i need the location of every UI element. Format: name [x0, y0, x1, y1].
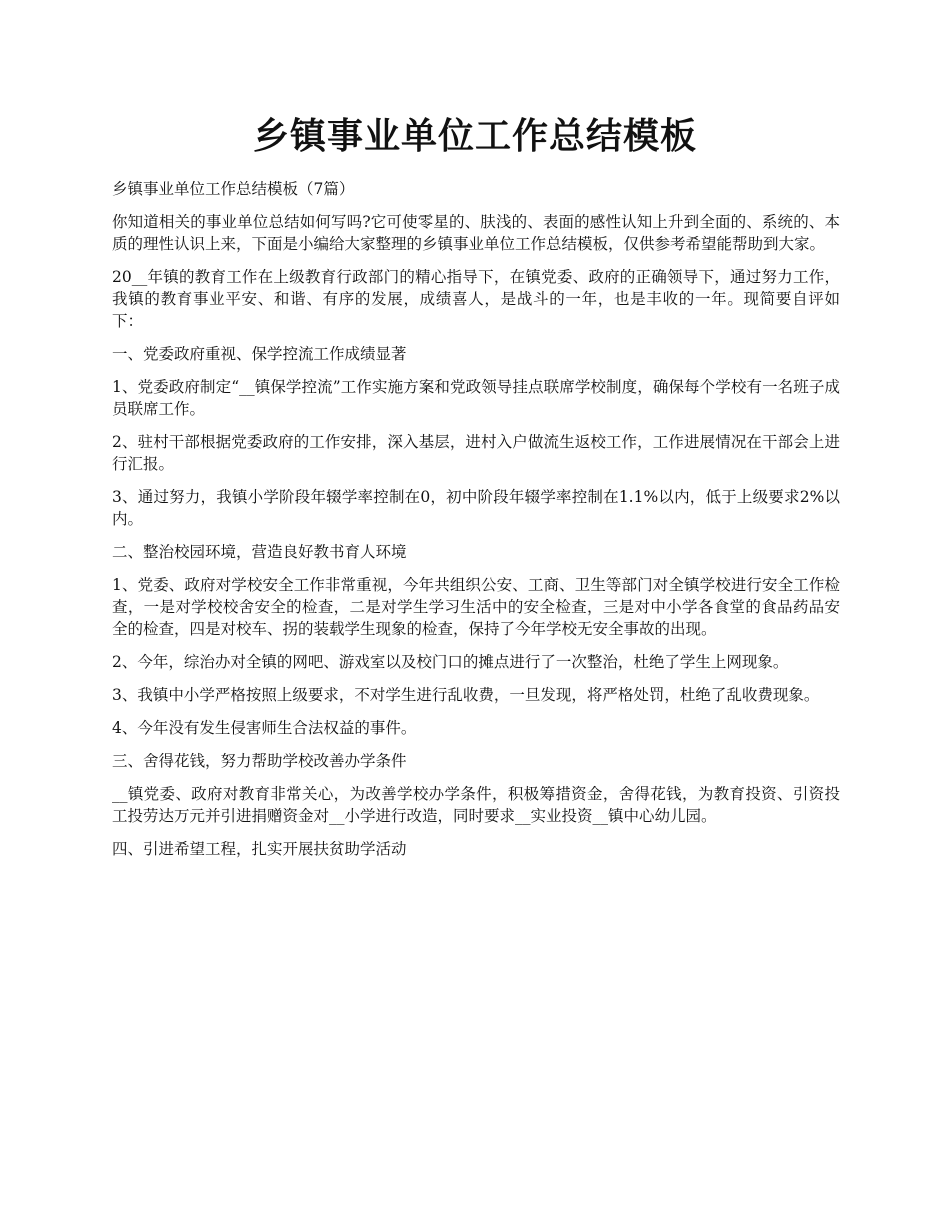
section-2-item-1: 1、党委、政府对学校安全工作非常重视，今年共组织公安、工商、卫生等部门对全镇学校进行安全工作检查，一是对学校校舍安全的检查，二是对学生学习生活中的安全检查，三是对中小学各食堂的食品药品安全的检查，四是对校车、拐的装载学生现象的检查，保持了今年学校无安全事故的出现。	[112, 576, 840, 638]
document-title: 乡镇事业单位工作总结模板	[252, 115, 697, 157]
section-1-item-1: 1、党委政府制定“__镇保学控流”工作实施方案和党政领导挂点联席学校制度，确保每个学校有一名班子成员联席工作。	[112, 378, 840, 418]
section-3-paragraph: __镇党委、政府对教育非常关心，为改善学校办学条件，积极筹措资金，舍得花钱，为教育投资、引资投工投劳达万元并引进捐赠资金对__小学进行改造，同时要求__实业投资__镇中心幼儿园。	[112, 785, 840, 825]
section-heading-2: 二、整治校园环境，营造良好教书育人环境	[112, 543, 407, 561]
section-2-item-3: 3、我镇中小学严格按照上级要求，不对学生进行乱收费，一旦发现，将严格处罚，杜绝了乱收费现象。	[112, 686, 820, 704]
section-1-item-2: 2、驻村干部根据党委政府的工作安排，深入基层，进村入户做流生返校工作，工作进展情况在干部会上进行汇报。	[112, 433, 840, 473]
section-1-item-3: 3、通过努力，我镇小学阶段年辍学率控制在0，初中阶段年辍学率控制在1.1%以内，低于上级要求2%以内。	[112, 488, 840, 528]
section-heading-1: 一、党委政府重视、保学控流工作成绩显著	[112, 345, 407, 363]
summary-paragraph: 20__年镇的教育工作在上级教育行政部门的精心指导下，在镇党委、政府的正确领导下，通过努力工作，我镇的教育事业平安、和谐、有序的发展，成绩喜人，是战斗的一年，也是丰收的一年。现简要自评如下：	[112, 268, 840, 330]
subtitle-paragraph: 乡镇事业单位工作总结模板（7篇）	[112, 180, 355, 198]
document-body	[112, 178, 840, 871]
section-2-item-4: 4、今年没有发生侵害师生合法权益的事件。	[112, 719, 417, 737]
section-2-item-2: 2、今年，综治办对全镇的网吧、游戏室以及校门口的摊点进行了一次整治，杜绝了学生上网现象。	[112, 653, 789, 671]
section-heading-3: 三、舍得花钱，努力帮助学校改善办学条件	[112, 752, 407, 770]
section-heading-4: 四、引进希望工程，扎实开展扶贫助学活动	[112, 840, 407, 858]
intro-paragraph: 你知道相关的事业单位总结如何写吗?它可使零星的、肤浅的、表面的感性认知上升到全面的、系统的、本质的理性认识上来，下面是小编给大家整理的乡镇事业单位工作总结模板，仅供参考希望能帮助到大家。	[112, 213, 840, 253]
